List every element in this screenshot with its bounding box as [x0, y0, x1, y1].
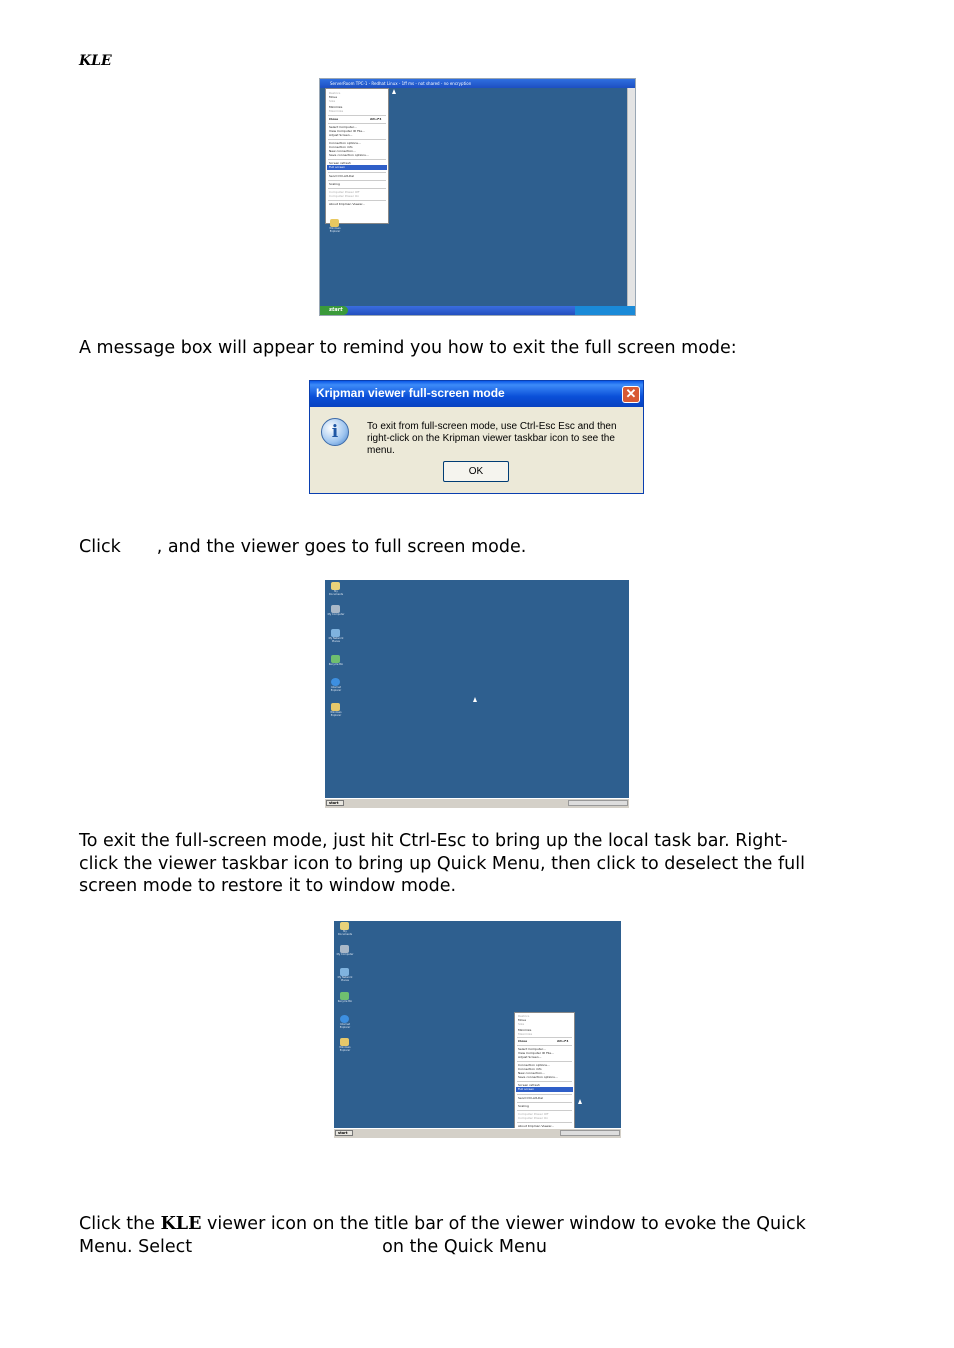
menu-item: Size — [329, 99, 336, 103]
text-click: Click — [79, 537, 121, 557]
desktop-icon-label: Windows Explorer — [339, 1046, 351, 1052]
menu-item: About Kripman Viewer... — [518, 1124, 555, 1128]
menu-item: Close — [518, 1039, 528, 1043]
menu-item: Restore — [329, 91, 341, 95]
menu-item: Save connection options... — [329, 153, 369, 157]
viewer-window-screenshot — [319, 78, 636, 316]
desktop-icon-label: My Documents — [337, 930, 353, 936]
dialog-message-line: To exit from full-screen mode, use Ctrl-Esc Esc and then — [367, 421, 617, 432]
menu-separator — [328, 172, 386, 173]
quick-menu — [514, 1012, 575, 1135]
network-icon — [331, 629, 340, 637]
menu-item: Screen refresh — [329, 161, 351, 165]
menu-item: View Computer ID File... — [518, 1051, 554, 1055]
dialog-title-bar — [310, 381, 643, 407]
paragraph-click — [79, 536, 526, 559]
system-tray — [560, 1130, 620, 1136]
menu-item: Maximize — [518, 1032, 533, 1036]
menu-separator — [328, 180, 386, 181]
text-line: click the viewer taskbar icon to bring up Quick Menu, then click to deselect the full — [79, 853, 805, 874]
system-tray — [575, 306, 635, 315]
desktop-icon-label: My Computer — [336, 953, 354, 956]
menu-item: New connection... — [329, 149, 356, 153]
menu-separator — [517, 1045, 572, 1046]
menu-separator — [517, 1081, 572, 1082]
computer-icon — [340, 945, 349, 953]
info-icon: i — [321, 418, 349, 446]
menu-item: Move — [518, 1018, 527, 1022]
computer-icon — [331, 605, 340, 613]
menu-item: Screen refresh — [518, 1083, 540, 1087]
menu-separator — [517, 1094, 572, 1095]
desktop-icon-label: My Documents — [328, 590, 344, 596]
text-fullscreen: , and the viewer goes to full screen mode. — [156, 537, 527, 557]
mouse-cursor-icon — [578, 1099, 582, 1104]
start-button: start — [335, 1130, 353, 1136]
taskbar — [325, 798, 629, 808]
desktop-icon — [327, 655, 344, 666]
text-menu-select: Menu. Select — [79, 1236, 193, 1257]
desktop-icon — [326, 219, 341, 233]
menu-item: Maximize — [329, 109, 344, 113]
desktop-icon-label: My Network Places — [337, 976, 353, 982]
viewer-title-bar — [320, 79, 635, 88]
dialog-message-line: right-click on the Kripman viewer taskbar icon to see the menu. — [367, 433, 615, 456]
desktop-icon-label: Internet Explorer — [339, 1023, 351, 1029]
menu-separator — [517, 1037, 572, 1038]
dialog-message — [367, 421, 642, 457]
menu-item: Select Computer... — [329, 125, 357, 129]
menu-item: Connection info — [518, 1067, 542, 1071]
documents-icon — [340, 922, 349, 930]
menu-item: View Computer ID File... — [329, 129, 365, 133]
text-click-the: Click the — [79, 1214, 155, 1234]
start-button — [320, 306, 348, 315]
windows-explorer-icon — [331, 703, 340, 711]
desktop-icon — [336, 968, 353, 982]
menu-separator — [328, 115, 386, 116]
recycle-bin-icon — [340, 992, 349, 1000]
paragraph-exit-instructions — [79, 830, 805, 898]
viewer-title-text: ServerRoom TPC-1 - Redhat Linux - 1ff ms - not shared - no encryption — [330, 81, 472, 86]
documents-icon — [331, 582, 340, 590]
internet-explorer-icon — [340, 1015, 349, 1023]
desktop-icon-label: My Computer — [327, 613, 345, 616]
start-button: start — [326, 800, 344, 806]
menu-separator — [328, 139, 386, 140]
windows-explorer-icon — [340, 1038, 349, 1046]
menu-item: Scaling — [518, 1104, 529, 1108]
menu-item: Minimize — [329, 105, 343, 109]
desktop-icon-label: Windows Explorer — [329, 227, 341, 233]
menu-item: Adjust Screen... — [518, 1055, 542, 1059]
menu-item: Adjust Screen... — [329, 133, 353, 137]
mouse-cursor-icon — [473, 697, 477, 702]
menu-item: Move — [329, 95, 338, 99]
desktop-icon — [327, 605, 345, 616]
paragraph-message-box: A message box will appear to remind you how to exit the full screen mode: — [79, 338, 737, 358]
menu-item: Scaling — [329, 182, 340, 186]
desktop-icon — [336, 1038, 351, 1052]
menu-separator — [328, 159, 386, 160]
menu-item: Connection options... — [518, 1063, 550, 1067]
menu-item-selected: Full screen — [518, 1087, 535, 1091]
menu-item: New connection... — [518, 1071, 545, 1075]
fullscreen-desktop-screenshot — [325, 580, 629, 808]
mouse-cursor-icon — [392, 89, 396, 94]
desktop-icon-label: Recycle Bin — [337, 1000, 353, 1003]
text-line: screen mode to restore it to window mode. — [79, 876, 457, 896]
folder-icon — [330, 219, 339, 227]
menu-separator — [328, 123, 386, 124]
menu-item: Send Ctrl-Alt-Del — [518, 1096, 543, 1100]
desktop-icon-label: Windows Explorer — [330, 711, 342, 717]
menu-item: Computer Power On — [329, 194, 360, 198]
menu-item: Computer Power Off — [329, 190, 360, 194]
menu-item: Connection options... — [329, 141, 361, 145]
kle-header-mark: KLE — [79, 53, 112, 69]
menu-separator — [328, 200, 386, 201]
viewer-scrollbar — [627, 88, 635, 306]
menu-shortcut: Alt+F4 — [557, 1039, 569, 1043]
menu-shortcut: Alt+F4 — [370, 117, 382, 121]
menu-separator — [517, 1061, 572, 1062]
paragraph-kle-icon — [79, 1213, 806, 1258]
ok-button[interactable]: OK — [443, 461, 509, 482]
taskbar — [334, 1128, 621, 1138]
dialog-title: Kripman viewer full-screen mode — [316, 386, 505, 400]
desktop-icon — [336, 945, 354, 956]
desktop-icon-label: Recycle Bin — [328, 663, 344, 666]
menu-item: Size — [518, 1022, 525, 1026]
text-viewer-icon: viewer icon on the title bar of the viewer window to evoke the Quick — [207, 1214, 806, 1234]
menu-item-selected: Full screen — [329, 165, 346, 169]
internet-explorer-icon — [331, 678, 340, 686]
start-label: start — [329, 307, 343, 313]
quick-menu-desktop-screenshot — [334, 921, 621, 1138]
menu-separator — [328, 188, 386, 189]
close-icon[interactable]: ✕ — [622, 386, 640, 403]
menu-item: Close — [329, 117, 339, 121]
desktop-icon — [336, 922, 353, 936]
text-line: To exit the full-screen mode, just hit Ctrl-Esc to bring up the local task bar. Right- — [79, 831, 788, 851]
recycle-bin-icon — [331, 655, 340, 663]
menu-item: Restore — [518, 1014, 530, 1018]
menu-separator — [517, 1122, 572, 1123]
desktop-icon-label: Internet Explorer — [330, 686, 342, 692]
desktop-icon — [327, 582, 344, 596]
menu-item: About Kripman Viewer... — [329, 202, 366, 206]
text-on-quick-menu: on the Quick Menu — [382, 1236, 547, 1257]
menu-separator — [517, 1102, 572, 1103]
desktop-icon — [327, 678, 342, 692]
desktop-icon — [336, 992, 353, 1003]
quick-menu — [325, 88, 389, 224]
kle-mark: KLE — [160, 1214, 202, 1234]
network-icon — [340, 968, 349, 976]
menu-item: Send Ctrl-Alt-Del — [329, 174, 354, 178]
menu-item: Minimize — [518, 1028, 532, 1032]
menu-item: Connection info — [329, 145, 353, 149]
menu-item: Computer Power On — [518, 1116, 549, 1120]
menu-separator — [517, 1110, 572, 1111]
menu-item: Computer Power Off — [518, 1112, 549, 1116]
desktop-icon — [336, 1015, 351, 1029]
desktop-icon — [327, 629, 344, 643]
menu-item: Select Computer... — [518, 1047, 546, 1051]
fullscreen-dialog — [309, 380, 644, 494]
system-tray — [568, 800, 628, 806]
desktop-icon — [327, 703, 342, 717]
desktop-icon-label: My Network Places — [328, 637, 344, 643]
menu-item: Save connection options... — [518, 1075, 558, 1079]
